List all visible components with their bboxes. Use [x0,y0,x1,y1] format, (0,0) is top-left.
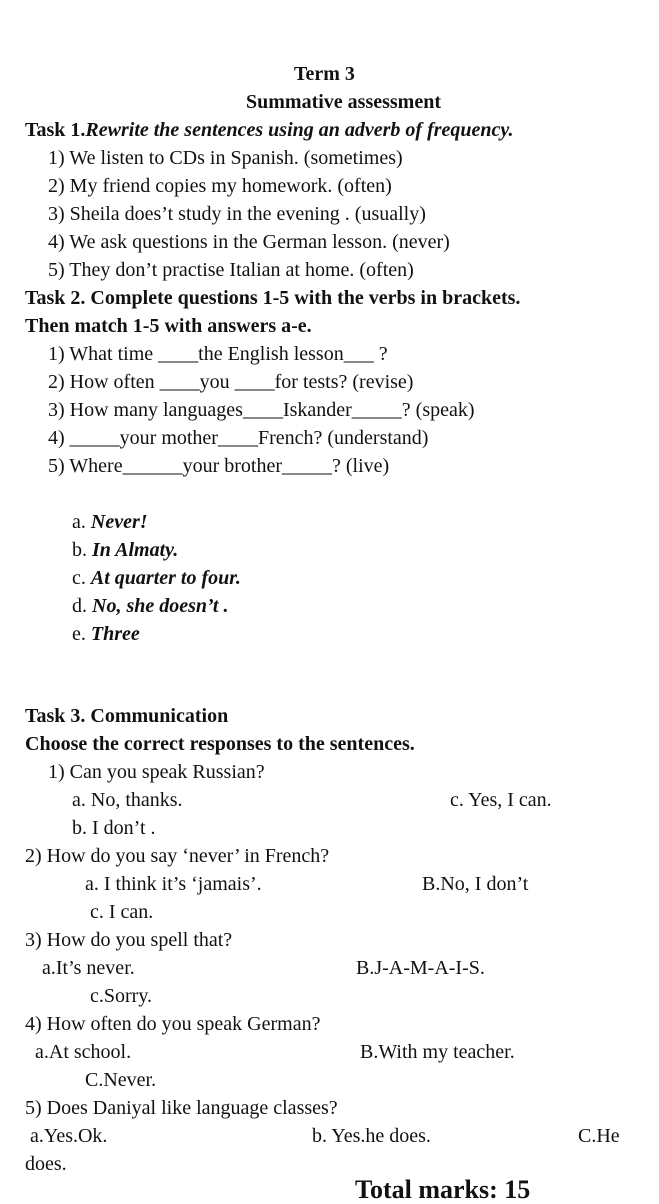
task1-item-5: 5) They don’t practise Italian at home. (often) [48,259,414,281]
total-marks: Total marks: 15 [355,1175,531,1204]
task3-q3-option-c: c.Sorry. [90,985,153,1007]
task3-q2-option-a: a. I think it’s ‘jamais’. [85,873,262,895]
answer-letter: b. [72,539,87,561]
task3-q1-option-c: c. Yes, I can. [450,789,552,811]
task3-heading: Task 3. Communication [25,705,229,727]
task3-q3-option-a: a.It’s never. [42,957,135,979]
answer-letter: a. [72,511,86,533]
answer-text: At quarter to four. [90,567,241,589]
task3-q5-option-c: C.He [578,1125,620,1147]
task3-q2-option-b: B.No, I don’t [422,873,529,895]
task2-item-2: 2) How often ____you ____for tests? (revise) [48,371,414,393]
task3-q1: 1) Can you speak Russian? [48,761,265,783]
task3-q4-option-a: a.At school. [35,1041,132,1063]
task3-q3-option-b: B.J-A-M-A-I-S. [356,957,485,979]
task3-q4: 4) How often do you speak German? [25,1013,321,1035]
task1-item-4: 4) We ask questions in the German lesson. (never) [48,231,450,253]
task3-q2-option-c: c. I can. [90,901,154,923]
task2-item-5: 5) Where______your brother_____? (live) [48,455,390,477]
task2-heading-line2: Then match 1-5 with answers a-e. [25,315,312,337]
task3-q1-option-b: b. I don’t . [72,817,156,839]
task3-q2: 2) How do you say ‘never’ in French? [25,845,330,867]
task3-q4-option-c: C.Never. [85,1069,157,1091]
task2-item-1: 1) What time ____the English lesson___ ? [48,343,388,365]
task3-q5: 5) Does Daniyal like language classes? [25,1097,338,1119]
task2-item-4: 4) _____your mother____French? (understand) [48,427,429,449]
answer-letter: d. [72,595,87,617]
answer-letter: c. [72,567,86,589]
task1-item-3: 3) Sheila does’t study in the evening . (usually) [48,203,426,225]
term-heading: Term 3 [294,63,355,85]
task1-label: Task 1. [25,119,86,141]
task1-item-1: 1) We listen to CDs in Spanish. (sometimes) [48,147,403,169]
task3-q5-option-c-continued: does. [25,1153,67,1175]
answer-text: Three [90,623,140,645]
task1-item-2: 2) My friend copies my homework. (often) [48,175,392,197]
task2-answer-a [72,508,148,536]
task2-item-3: 3) How many languages____Iskander_____? (speak) [48,399,475,421]
answer-letter: e. [72,623,86,645]
page-title: Summative assessment [246,91,441,113]
task3-q1-option-a: a. No, thanks. [72,789,183,811]
task1-instruction: Rewrite the sentences using an adverb of frequency. [85,119,514,141]
answer-text: In Almaty. [92,539,179,561]
task2-answer-c [72,564,241,592]
task2-answer-d [72,592,228,620]
task3-q4-option-b: B.With my teacher. [360,1041,515,1063]
task2-answer-b [72,536,178,564]
answer-text: Never! [90,511,148,533]
task1-heading [25,116,514,144]
answer-text: No, she doesn’t . [92,595,229,617]
task3-q5-option-b: b. Yes.he does. [312,1125,431,1147]
task3-instruction: Choose the correct responses to the sentences. [25,733,415,755]
task3-q5-option-a: a.Yes.Ok. [30,1125,108,1147]
task2-answer-e [72,620,140,648]
task3-q3: 3) How do you spell that? [25,929,233,951]
task2-heading-line1: Task 2. Complete questions 1-5 with the verbs in brackets. [25,287,521,309]
